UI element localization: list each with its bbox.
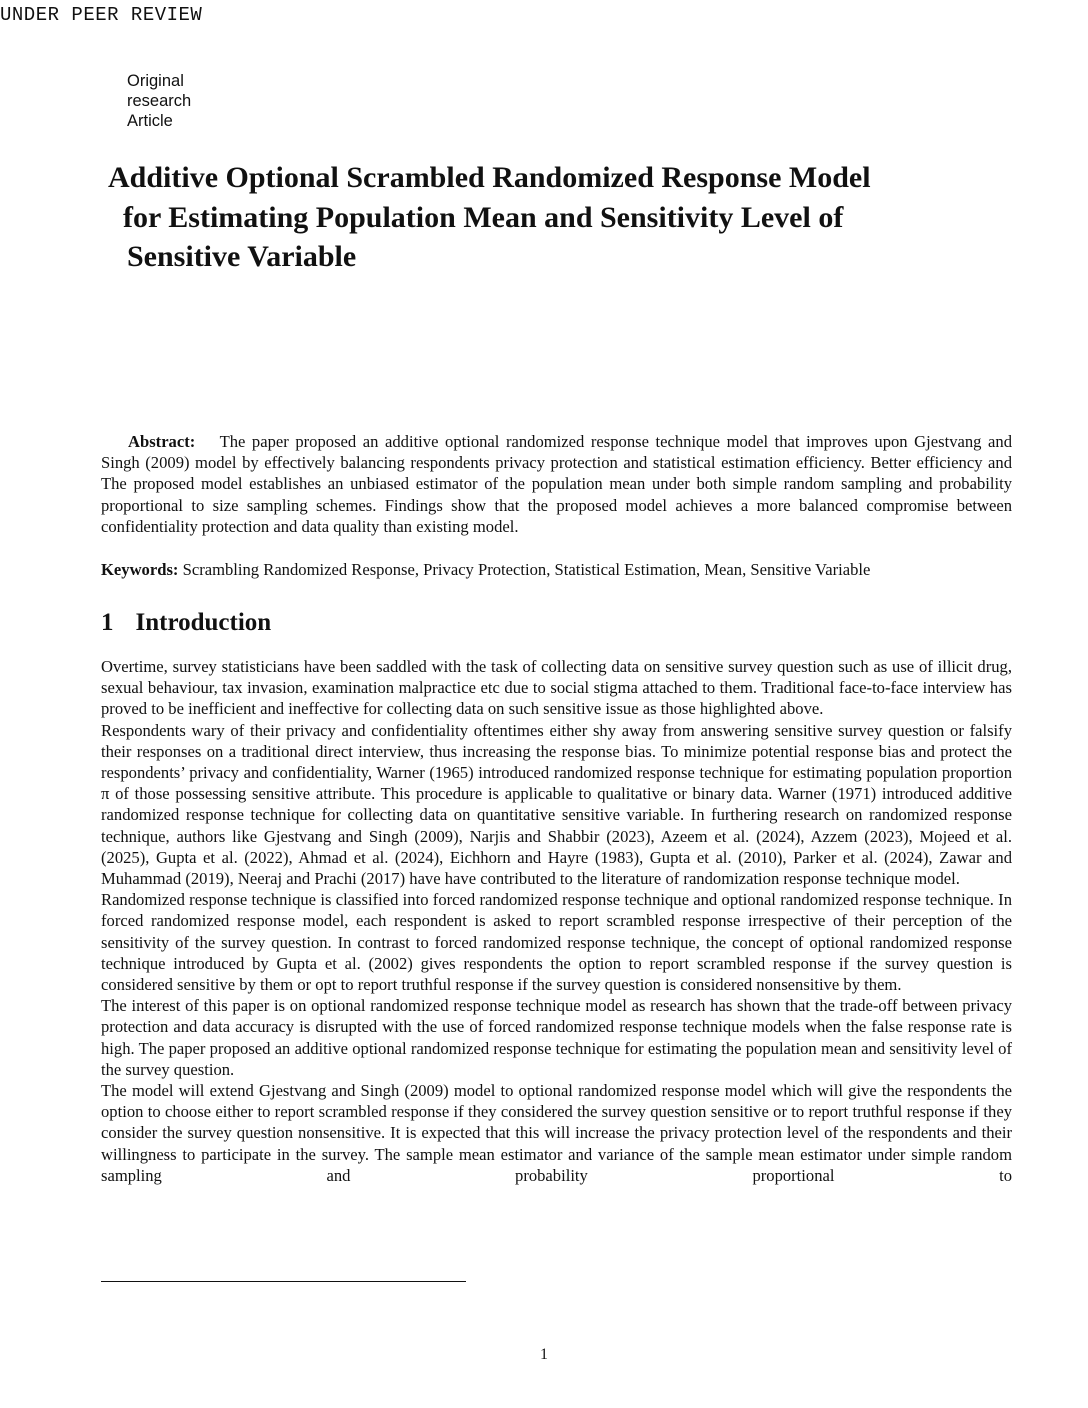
body-paragraph: The model will extend Gjestvang and Singh (2009) model to optional randomized response model which will give the respondents the option to choose either to report scrambled response if they considered the survey question sensitive or to report truthful response if they consider the survey question nonsensitive. It is expected that this will increase the privacy protection level of the respondents and their willingness to participate in the survey. The sample mean estimator and variance of the sample mean estimator under simple random sampling and probability proportional to	[101, 1081, 1012, 1185]
body-paragraph: The interest of this paper is on optional randomized response technique model as research has shown that the trade-off between privacy protection and data accuracy is disrupted with the use of forced randomized response technique models when the false response rate is high. The paper proposed an additive optional randomized response technique for estimating the population mean and sensitivity level of the survey question.	[101, 996, 1012, 1079]
section-heading	[101, 609, 271, 637]
review-watermark: UNDER PEER REVIEW	[0, 4, 203, 26]
page-number: 1	[540, 1346, 548, 1363]
title-line: for Estimating Population Mean and Sensitivity Level of	[123, 200, 844, 234]
paper-title	[108, 158, 1028, 277]
body-paragraph: Randomized response technique is classified into forced randomized response technique and optional randomized response technique. In forced randomized response model, each respondent is asked to report scrambled response irrespective of their perception of the sensitivity of the survey question. In contrast to forced randomized response technique, the concept of optional randomized response technique introduced by Gupta et al. (2002) gives respondents the option to report scrambled response if the survey question is considered sensitive by them or opt to report truthful response if the survey question is considered nonsensitive by them.	[101, 890, 1012, 995]
section-number: 1	[101, 609, 114, 636]
section-title: Introduction	[135, 609, 272, 636]
section-body	[101, 656, 1012, 1186]
body-paragraph: Respondents wary of their privacy and confidentiality oftentimes either shy away from answering sensitive survey question or falsify their responses on a traditional direct interview, thus increasing the response bias. To minimize potential response bias and protect the respondents’ privacy and confidentiality, Warner (1965) introduced randomized response technique for estimating population proportion π of those possessing sensitive attribute. This procedure is applicable to qualitative or binary data. Warner (1971) introduced additive randomized response technique for collecting data on quantitative sensitive variable. In furthering research on randomized response technique, authors like Gjestvang and Singh (2009), Narjis and Shabbir (2023), Azeem et al. (2024), Azzem (2023), Mojeed et al. (2025), Gupta et al. (2022), Ahmad et al. (2024), Eichhorn and Hayre (1983), Gupta et al. (2010), Parker et al. (2024), Zawar and Muhammad (2019), Neeraj and Prachi (2017) have have contributed to the literature of randomization response technique model.	[101, 720, 1012, 889]
abstract	[101, 431, 1012, 537]
body-paragraph: Overtime, survey statisticians have been saddled with the task of collecting data on sensitive survey question such as use of illicit drug, sexual behaviour, tax invasion, examination malpractice etc due to social stigma attached to them. Traditional face-to-face interview has proved to be inefficient and ineffective for collecting data on such sensitive issue as those highlighted above.	[101, 657, 1012, 719]
abstract-label: Abstract:	[128, 432, 196, 451]
title-line: Sensitive Variable	[127, 240, 357, 273]
article-type-line: research	[127, 92, 192, 110]
article-type-line: Article	[127, 112, 173, 130]
article-type	[127, 71, 191, 131]
abstract-text: The paper proposed an additive optional randomized response technique model that improves upon Gjestvang and Singh (2009) model by effectively balancing respondents privacy protection and statistical estimation efficiency. Better efficiency and The proposed model establishes an unbiased estimator of the population mean under both simple random sampling and probability proportional to size sampling schemes. Findings show that the proposed model achieves a more balanced compromise between confidentiality protection and data quality than existing model.	[101, 432, 1012, 536]
keywords-text: Scrambling Randomized Response, Privacy Protection, Statistical Estimation, Mean, Sensitive Variable	[182, 560, 871, 579]
keywords-label: Keywords:	[101, 560, 179, 579]
article-type-line: Original	[127, 72, 184, 90]
keywords	[101, 559, 1021, 580]
footnote-rule	[101, 1281, 466, 1282]
title-line: Additive Optional Scrambled Randomized Response Model	[108, 161, 871, 194]
